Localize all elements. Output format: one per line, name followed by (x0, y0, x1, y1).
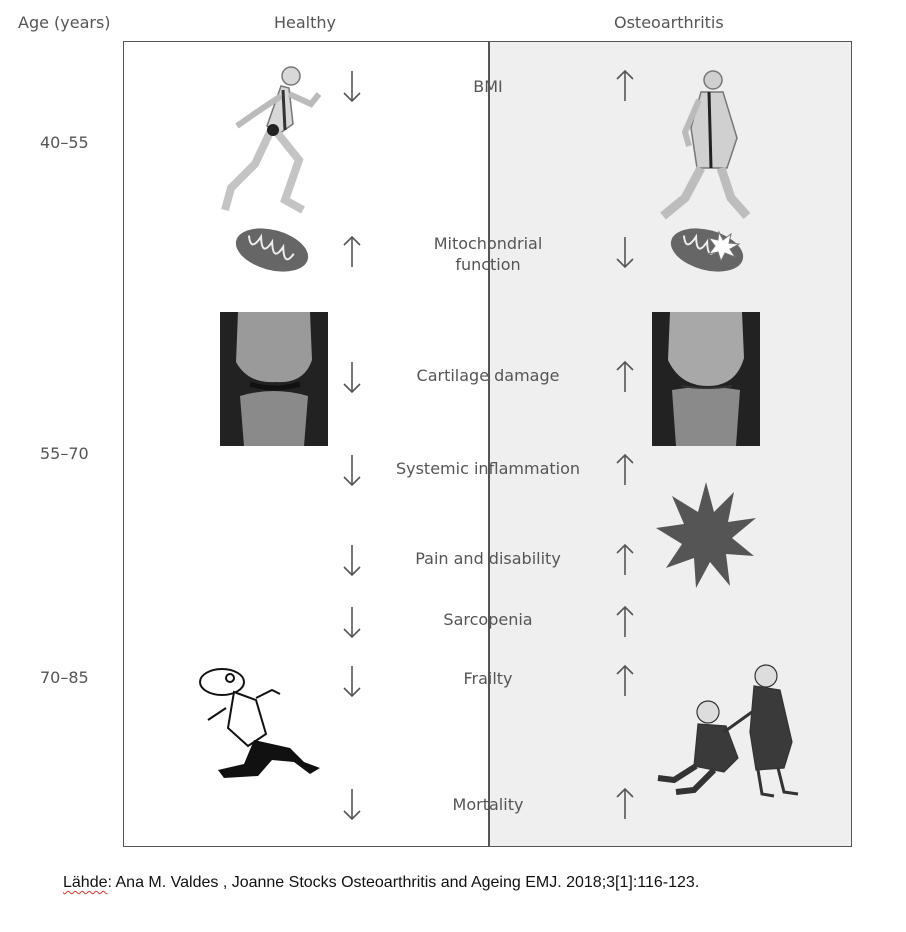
comparison-panel (123, 41, 852, 847)
osteoarthritis-column-header: Osteoarthritis (614, 13, 724, 32)
inflammation-burst-icon (656, 482, 756, 590)
healthy-arrow-frailty-down (342, 664, 362, 698)
source-text: : Ana M. Valdes , Joanne Stocks Osteoarthritis and Ageing EMJ. 2018;3[1]:116-123. (107, 874, 700, 891)
healthy-knee-xray-image (220, 312, 328, 446)
oa-arrow-frailty-up (615, 664, 635, 698)
oa-arrow-cartilage-damage-up (615, 360, 635, 394)
healthy-column-header: Healthy (274, 13, 337, 32)
healthy-arrow-pain-and-disability-down (342, 543, 362, 577)
healthy-arrow-systemic-inflammation-down (342, 453, 362, 487)
factor-label-systemic-inflammation: Systemic inflammation (395, 459, 581, 478)
oa-arrow-bmi-up (615, 69, 635, 103)
factor-label-cartilage-damage: Cartilage damage (416, 366, 560, 385)
oa-arrow-mortality-up (615, 787, 635, 821)
source-citation (63, 874, 699, 892)
factor-label-sarcopenia: Sarcopenia (443, 610, 533, 629)
factor-label-mortality: Mortality (452, 795, 524, 814)
factor-label-pain-and-disability: Pain and disability (415, 549, 561, 568)
oa-arrow-systemic-inflammation-up (615, 453, 635, 487)
healthy-elderly-runner-illustration (194, 664, 326, 788)
osteoarthritis-elderly-couple-illustration (654, 662, 804, 802)
healthy-arrow-bmi-down (342, 69, 362, 103)
healthy-arrow-mitochondrial-function-up (342, 235, 362, 269)
age-label-70-85: 70–85 (40, 668, 89, 687)
mitochondrion-damaged-icon (667, 224, 747, 276)
source-prefix: Lähde (63, 874, 108, 891)
factor-label-bmi: BMI (473, 77, 503, 96)
age-axis-header: Age (years) (18, 13, 111, 32)
healthy-arrow-sarcopenia-down (342, 605, 362, 639)
age-label-40-55: 40–55 (40, 133, 89, 152)
healthy-runner-illustration (219, 64, 329, 219)
factor-label-frailty: Frailty (463, 669, 513, 688)
mitochondrion-healthy-icon (232, 224, 312, 276)
factor-label-mitochondrial-function: Mitochondrial function (433, 234, 543, 274)
oa-arrow-pain-and-disability-up (615, 543, 635, 577)
healthy-arrow-cartilage-damage-down (342, 360, 362, 394)
healthy-arrow-mortality-down (342, 787, 362, 821)
age-label-55-70: 55–70 (40, 444, 89, 463)
oa-arrow-sarcopenia-up (615, 605, 635, 639)
osteoarthritis-walker-illustration (651, 68, 761, 223)
center-divider (488, 42, 490, 846)
oa-arrow-mitochondrial-function-down (615, 235, 635, 269)
osteoarthritis-knee-xray-image (652, 312, 760, 446)
